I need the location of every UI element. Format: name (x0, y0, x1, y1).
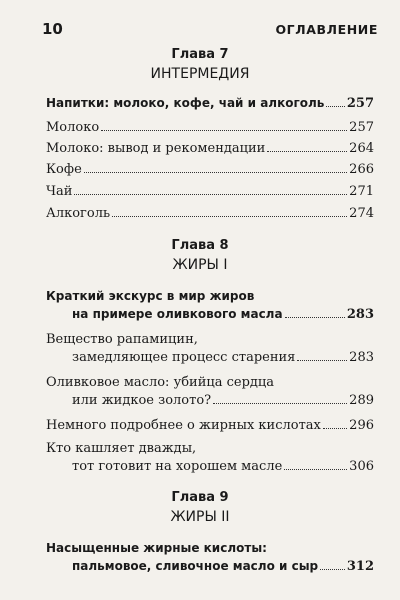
toc-entry-page: 271 (349, 184, 374, 199)
chapter-8-title: ЖИРЫ I (172, 257, 228, 273)
toc-entry-title: Напитки: молоко, кофе, чай и алкоголь (46, 96, 325, 110)
leader-dots (112, 216, 347, 217)
leader-dots (326, 106, 344, 107)
chapter-9-label: Глава 9 (171, 490, 229, 505)
leader-dots (297, 360, 347, 361)
page-number: 10 (42, 20, 63, 38)
toc-entry-line1: Оливковое масло: убийца сердца (46, 375, 275, 390)
running-head: ОГЛАВЛЕНИЕ (275, 22, 378, 37)
toc-entry-title: Молоко: вывод и рекомендации (46, 141, 266, 156)
chapter-7-label: Глава 7 (171, 47, 229, 62)
toc-entry (46, 95, 374, 112)
toc-entry-title: пальмовое, сливочное масло и сыр (72, 559, 319, 573)
toc-entry-page: 312 (346, 559, 374, 574)
toc-entry-title: замедляющее процесс старения (72, 350, 296, 365)
chapter-8-label: Глава 8 (171, 238, 229, 253)
leader-dots (320, 569, 345, 570)
toc-entry (46, 140, 374, 157)
toc-entry-line1: Краткий экскурс в мир жиров (46, 289, 255, 303)
toc-entry (72, 392, 374, 409)
toc-entry (46, 417, 374, 434)
leader-dots (285, 317, 345, 318)
toc-entry (72, 458, 374, 475)
toc-entry-page: 296 (349, 418, 374, 433)
toc-entry-title: Кофе (46, 162, 82, 177)
toc-entry-title: или жидкое золото? (72, 393, 212, 408)
toc-entry (72, 349, 374, 366)
toc-entry-title: Чай (46, 184, 73, 199)
toc-entry-page: 264 (349, 141, 374, 156)
toc-entry (72, 558, 374, 575)
toc-entry-title: Молоко (46, 120, 100, 135)
toc-entry-line1: Насыщенные жирные кислоты: (46, 541, 267, 555)
chapter-9-title: ЖИРЫ II (170, 509, 230, 525)
toc-entry (72, 306, 374, 323)
leader-dots (101, 130, 347, 131)
chapter-7-title: ИНТЕРМЕДИЯ (150, 66, 250, 82)
toc-entry-page: 274 (349, 206, 374, 221)
toc-entry-title: Алкоголь (46, 206, 111, 221)
toc-entry (46, 161, 374, 178)
toc-entry-line1: Кто кашляет дважды, (46, 441, 197, 456)
leader-dots (323, 428, 347, 429)
leader-dots (284, 469, 347, 470)
toc-entry-page: 283 (349, 350, 374, 365)
leader-dots (74, 194, 347, 195)
toc-entry-title: тот готовит на хорошем масле (72, 459, 283, 474)
toc-entry-title: на примере оливкового масла (72, 307, 283, 321)
toc-entry (46, 205, 374, 222)
toc-entry-page: 257 (349, 120, 374, 135)
leader-dots (84, 172, 347, 173)
toc-entry-page: 306 (349, 459, 374, 474)
toc-entry (46, 119, 374, 136)
toc-entry-title: Немного подробнее о жирных кислотах (46, 418, 321, 433)
leader-dots (267, 151, 347, 152)
toc-entry-page: 289 (349, 393, 374, 408)
leader-dots (213, 403, 347, 404)
toc-entry-page: 257 (346, 96, 374, 111)
toc-entry (46, 183, 374, 200)
toc-entry-page: 266 (349, 162, 374, 177)
toc-entry-line1: Вещество рапамицин, (46, 332, 198, 347)
toc-entry-page: 283 (346, 307, 374, 322)
